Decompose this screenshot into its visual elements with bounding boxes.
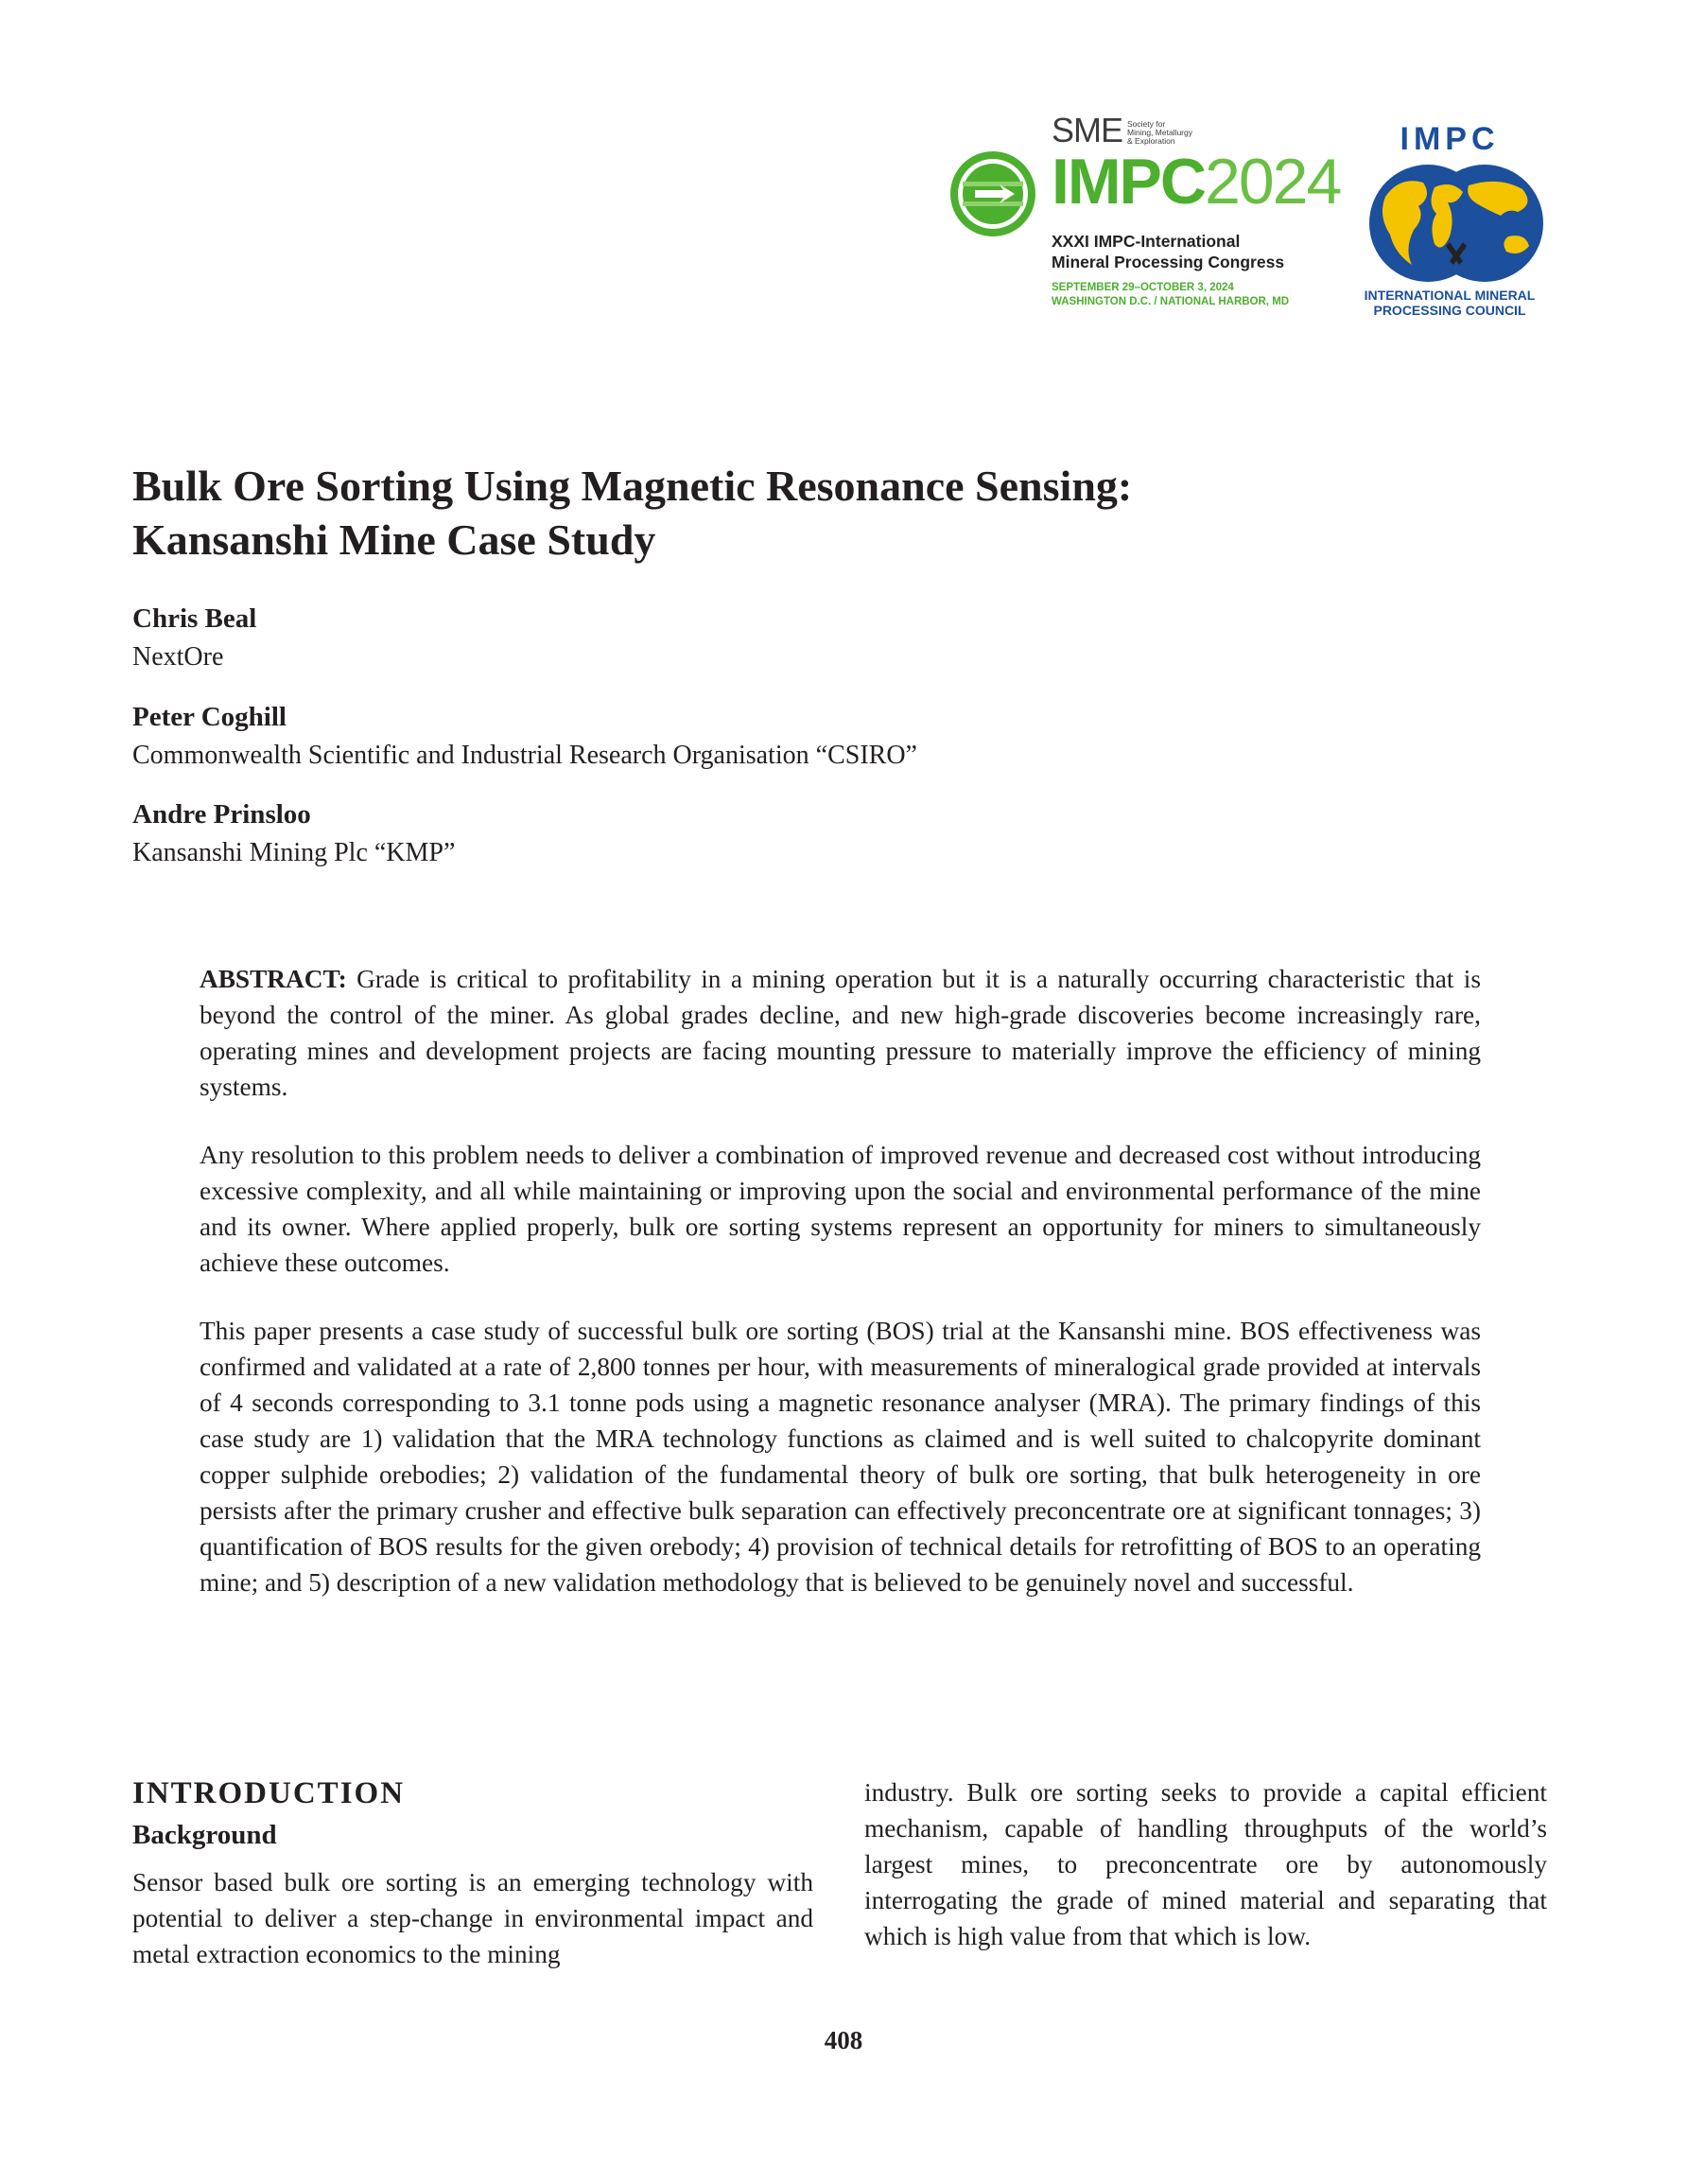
congress-date-line: SEPTEMBER 29–OCTOBER 3, 2024: [1052, 282, 1234, 293]
sme-full-name: Society for Mining, Metallurgy & Exploration: [1127, 119, 1192, 146]
sme-wordmark: SME: [1052, 111, 1123, 149]
congress-name: [1052, 231, 1284, 272]
paper-title: [132, 459, 1456, 567]
author-name: Chris Beal: [132, 603, 257, 634]
paper-title-line-1: Bulk Ore Sorting Using Magnetic Resonance Sensing:: [132, 462, 1133, 510]
author-affiliation: Kansanshi Mining Plc “KMP”: [132, 838, 456, 867]
congress-dates: [1052, 281, 1289, 309]
page-number: 408: [824, 2026, 863, 2054]
paper-title-line-2: Kansanshi Mine Case Study: [132, 515, 656, 564]
author-affiliation: Commonwealth Scientific and Industrial Research Organisation “CSIRO”: [132, 741, 917, 770]
abstract-paragraph: Any resolution to this problem needs to deliver a combination of improved revenue and decreased cost without introducing excessive complexity, and all while maintaining or improving upon the social and environmental performance of the mine and its owner. Where applied properly, bulk ore sorting systems represent an opportunity for miners to simultaneously achieve these outcomes.: [200, 1141, 1481, 1277]
section-heading: INTRODUCTION: [132, 1776, 406, 1810]
abstract-paragraph: This paper presents a case study of successful bulk ore sorting (BOS) trial at the Kansanshi mine. BOS effectiveness was confirmed and validated at a rate of 2,800 tonnes per hour, with measurements of mineralogical grade provided at intervals of 4 seconds corresponding to 3.1 tonne pods using a magnetic resonance analyser (MRA). The primary findings of this case study are 1) validation that the MRA technology functions as claimed and is well suited to chalcopyrite dominant copper sulphide orebodies; 2) validation of the fundamental theory of bulk ore sorting, that bulk heterogeneity in ore persists after the primary crusher and effective bulk separation can effectively preconcentrate ore at significant tonnages; 3) quantification of BOS results for the given orebody; 4) provision of technical details for retrofitting of BOS to an operating mine; and 5) description of a new validation methodology that is believed to be genuinely novel and successful.: [200, 1317, 1481, 1597]
globe-icon: [1366, 159, 1546, 287]
abstract: [200, 961, 1481, 1633]
congress-location-line: WASHINGTON D.C. / NATIONAL HARBOR, MD: [1052, 296, 1290, 307]
abstract-paragraph: [200, 961, 1481, 1105]
impc2024-emblem-icon: [948, 149, 1037, 238]
congress-line-2: Mineral Processing Congress: [1052, 253, 1285, 271]
abstract-label: ABSTRACT:: [200, 965, 347, 993]
impc2024-wordmark: [1052, 146, 1341, 218]
council-acronym: IMPC: [1400, 121, 1500, 157]
council-name: [1352, 288, 1547, 318]
congress-line-1: XXXI IMPC-International: [1052, 232, 1241, 251]
body-paragraph-left-column: Sensor based bulk ore sorting is an emerging technology with potential to deliver a step-change in environmental impact and metal extraction economics to the mining: [132, 1868, 813, 1968]
abstract-text: Grade is critical to profitability in a mining operation but it is a naturally occurring characteristic that is beyond the control of the miner. As global grades decline, and new high-grade discoveries become increasingly rare, operating mines and development projects are facing mounting pressure to materially improve the efficiency of mining systems.: [200, 965, 1481, 1101]
author-name: Andre Prinsloo: [132, 799, 311, 830]
body-paragraph-right-column: industry. Bulk ore sorting seeks to provide a capital efficient mechanism, capable of handling throughputs of the world’s largest mines, to preconcentrate ore by autonomously interrogating the grade of mined material and separating that which is high value from that which is low.: [864, 1778, 1547, 1950]
impc-wordmark-text: IMPC: [1052, 146, 1205, 218]
author-affiliation: NextOre: [132, 642, 224, 672]
author-name: Peter Coghill: [132, 702, 287, 732]
council-name-line-1: INTERNATIONAL MINERAL: [1364, 288, 1536, 303]
impc-year-text: 2024: [1205, 146, 1341, 218]
council-name-line-2: PROCESSING COUNCIL: [1373, 303, 1526, 318]
subsection-heading: Background: [132, 1820, 277, 1850]
sme-logo: [1052, 111, 1192, 149]
